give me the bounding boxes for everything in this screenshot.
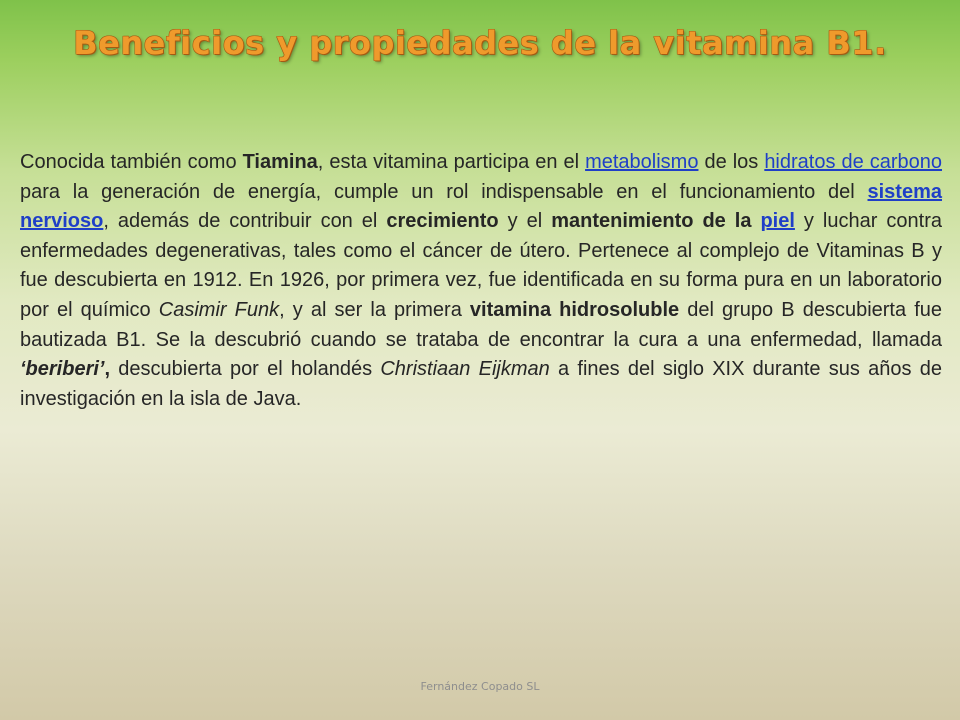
bold-term-vitamina-hidrosoluble: vitamina hidrosoluble [469,298,680,321]
text-segment: y luchar contra enfermedades degenerativas, tales como el cáncer de útero. Pertenece al complejo de Vitaminas B y fue descubierta en 1912. En 1926, por primera vez, fue identificada en su forma pura en un laboratorio por el químico [20,210,942,321]
text-segment: de los [698,151,765,173]
slide-footer: Fernández Copado SL [420,680,540,693]
text-segment: , y al ser la primera [279,298,470,321]
link-sistema-nervioso[interactable]: sistema nervioso [20,180,942,233]
text-segment: descubierta por el holandés [110,358,381,381]
bold-italic-term-beriberi: ‘beriberi’ [20,358,105,381]
bold-comma: , [104,358,111,381]
text-segment: para la generación de energía, cumple un rol indispensable en el funcionamiento del [20,180,868,203]
text-segment: a fines del siglo XIX durante sus años de investigación en la isla de Java. [20,358,942,410]
body-paragraph [20,148,942,414]
link-metabolismo[interactable]: metabolismo [585,151,699,173]
link-hidratos-de-carbono[interactable]: hidratos de carbono [764,151,942,173]
bold-term-mantenimiento: mantenimiento de la [551,210,761,233]
text-segment: y el [498,210,552,233]
bold-term-crecimiento: crecimiento [386,210,499,233]
italic-name-christiaan-eijkman: Christiaan Eijkman [380,358,550,381]
link-piel[interactable]: piel [760,210,795,233]
slide-title: Beneficios y propiedades de la vitamina B1. [73,24,887,62]
text-segment: del grupo B descubierta fue bautizada B1. Se la descubrió cuando se trataba de encontrar la cura a una enfermedad, llamada [20,298,942,351]
text-segment: Conocida también como [20,151,243,173]
text-segment: , además de contribuir con el [103,210,387,233]
text-segment: , esta vitamina participa en el [317,151,586,173]
italic-name-casimir-funk: Casimir Funk [158,298,280,321]
bold-term-tiamina: Tiamina [242,151,318,173]
